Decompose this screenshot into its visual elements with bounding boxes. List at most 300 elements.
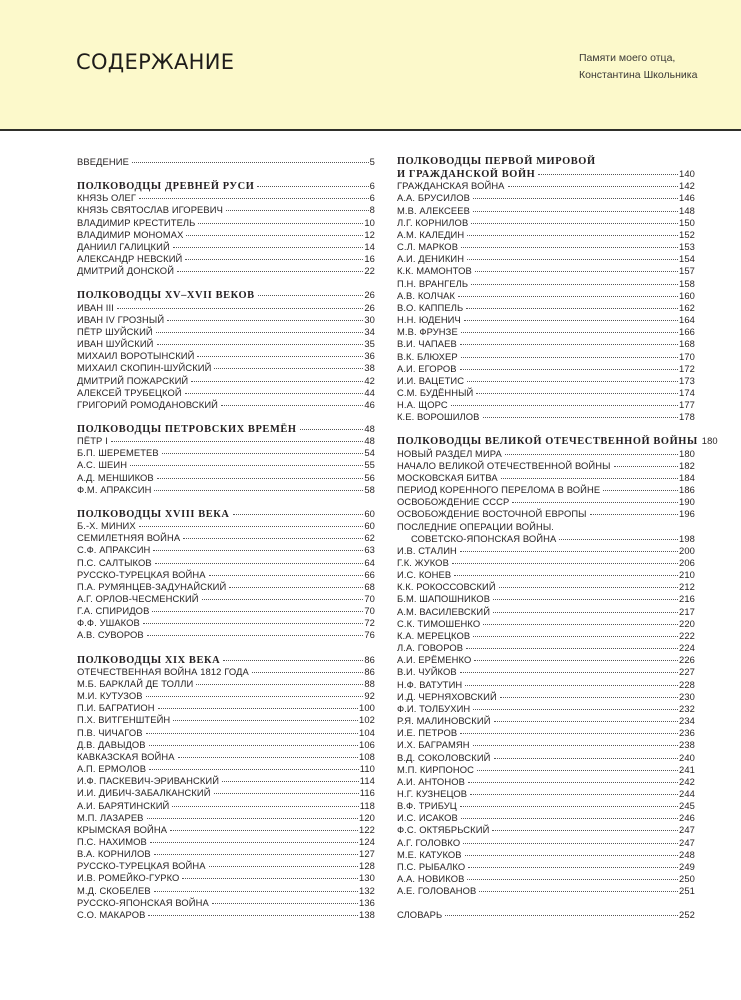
toc-entry[interactable] [77,605,375,617]
toc-entry-page-number: 220 [679,617,695,629]
toc-entry[interactable] [77,897,375,909]
toc-entry[interactable] [77,459,375,471]
toc-entry-label: М.В. АЛЕКСЕЕВ [397,204,470,216]
toc-entry-label: П.С. РЫБАЛКО [397,860,466,872]
toc-entry-label: М.П. ЛАЗАРЕВ [77,811,144,823]
toc-entry-page-number: 26 [364,301,375,313]
dot-leader [465,684,678,686]
toc-entry[interactable] [397,192,695,204]
toc-entry[interactable] [397,375,695,387]
dot-leader [149,768,359,770]
dot-leader [185,258,363,260]
toc-entry-label: А.И. БАРЯТИНСКИЙ [77,799,170,811]
toc-entry[interactable] [397,666,695,678]
toc-entry-label: М.Д. СКОБЕЛЕВ [77,884,151,896]
toc-entry-label: П.В. ЧИЧАГОВ [77,726,143,738]
toc-entry[interactable] [77,399,375,411]
dot-leader [170,829,358,831]
toc-entry[interactable] [397,764,695,776]
toc-entry-label: И.С. ИСАКОВ [397,812,458,824]
toc-entry[interactable] [77,872,375,884]
toc-entry[interactable] [77,702,375,714]
toc-entry-page-number: 14 [364,240,375,252]
toc-entry[interactable] [77,569,375,581]
toc-entry-label: К.А. МЕРЕЦКОВ [397,629,471,641]
toc-entry[interactable] [77,690,375,702]
dot-leader [468,866,678,868]
toc-entry[interactable] [77,253,375,265]
toc-entry[interactable] [397,496,695,508]
dot-leader [473,635,678,637]
dot-leader [483,416,679,418]
toc-entry-label: ДМИТРИЙ ДОНСКОЙ [77,265,175,277]
dot-leader [466,647,678,649]
toc-entry-label: М.В. ФРУНЗЕ [397,326,458,338]
toc-entry[interactable] [77,447,375,459]
dot-leader [473,744,678,746]
toc-entry-page-number: 16 [364,253,375,265]
toc-entry[interactable] [397,776,695,788]
toc-entry[interactable] [397,387,695,399]
toc-entry[interactable] [77,885,375,897]
toc-section-heading[interactable] [77,508,375,520]
toc-entry-label: А.М. ВАСИЛЕВСКИЙ [397,605,491,617]
toc-entry-page-number: 190 [679,496,695,508]
dot-leader [466,307,678,309]
toc-entry[interactable] [397,314,695,326]
toc-entry-page-number: 240 [679,751,695,763]
toc-entry[interactable] [397,411,695,423]
toc-entry[interactable] [77,775,375,787]
toc-entry[interactable] [397,752,695,764]
toc-entry[interactable] [397,909,695,921]
toc-entry[interactable] [77,848,375,860]
toc-entry[interactable] [397,205,695,217]
toc-entry-label: СОВЕТСКО-ЯПОНСКАЯ ВОЙНА [411,532,557,544]
toc-entry-label: К.К. РОКОССОВСКИЙ [397,581,496,593]
toc-entry-label: И.И. ДИБИЧ-ЗАБАЛКАНСКИЙ [77,787,211,799]
toc-entry[interactable] [397,253,695,265]
toc-entry-label: Г.А. СПИРИДОВ [77,605,150,617]
toc-entry[interactable] [77,338,375,350]
toc-entry-page-number: 166 [679,326,695,338]
toc-entry[interactable] [397,837,695,849]
dot-leader [178,756,358,758]
toc-entry[interactable] [77,217,375,229]
dot-leader [461,817,678,819]
toc-entry[interactable] [77,204,375,216]
toc-entry-page-number: 174 [679,386,695,398]
toc-entry[interactable] [397,569,695,581]
dot-leader [130,464,363,466]
toc-entry-page-number: 36 [364,350,375,362]
toc-section-heading[interactable] [77,654,375,666]
toc-entry[interactable] [77,727,375,739]
toc-entry-label: П.Н. ВРАНГЕЛЬ [397,277,469,289]
dot-leader [173,719,358,721]
toc-entry-label: С.М. БУДЁННЫЙ [397,386,474,398]
toc-section-heading[interactable] [77,180,375,192]
toc-entry[interactable] [397,351,695,363]
dot-leader [132,161,369,163]
toc-entry-label: СЕМИЛЕТНЯЯ ВОЙНА [77,532,181,544]
toc-entry-page-number: 10 [364,216,375,228]
toc-entry-label: КНЯЗЬ СВЯТОСЛАВ ИГОРЕВИЧ [77,204,223,216]
toc-entry-page-number: 106 [359,738,375,750]
toc-entry[interactable] [397,472,695,484]
toc-entry[interactable] [397,533,695,545]
dot-leader [226,209,369,211]
toc-entry[interactable] [397,873,695,885]
toc-entry-label: Л.А. ГОВОРОВ [397,642,464,654]
toc-entry[interactable] [77,617,375,629]
toc-entry[interactable] [397,861,695,873]
toc-entry[interactable] [397,606,695,618]
toc-entry[interactable] [77,156,375,168]
toc-entry[interactable] [397,363,695,375]
toc-entry-label: М.Б. БАРКЛАЙ ДЕ ТОЛЛИ [77,677,194,689]
toc-entry-page-number: 118 [359,799,375,811]
toc-entry[interactable] [397,630,695,642]
toc-entry-label: НАЧАЛО ВЕЛИКОЙ ОТЕЧЕСТВЕННОЙ ВОЙНЫ [397,459,611,471]
toc-entry[interactable] [397,229,695,241]
toc-entry-page-number: 180 [701,435,718,447]
toc-right-column [397,156,718,922]
toc-entry-page-number: 22 [364,265,375,277]
toc-entry-page-number: 55 [364,459,375,471]
toc-entry[interactable] [77,435,375,447]
toc-entry[interactable] [397,217,695,229]
toc-entry-label: ПОЛКОВОДЦЫ ВЕЛИКОЙ ОТЕЧЕСТВЕННОЙ ВОЙНЫ [397,436,698,448]
toc-entry[interactable] [77,739,375,751]
toc-entry-page-number: 100 [359,702,375,714]
toc-entry[interactable] [77,532,375,544]
toc-entry[interactable] [397,679,695,691]
toc-entry-label: А.В. КОЛЧАК [397,289,456,301]
toc-section-heading[interactable] [397,435,718,448]
toc-entry[interactable] [77,265,375,277]
toc-entry[interactable] [397,581,695,593]
toc-entry-label: В.И. ЧУЙКОВ [397,666,457,678]
toc-entry[interactable] [397,278,695,290]
toc-entry[interactable] [77,581,375,593]
dot-leader [209,574,364,576]
dot-leader [300,428,364,430]
toc-entry-label: М.Е. КАТУКОВ [397,848,462,860]
dot-leader [158,707,358,709]
dot-leader [467,380,678,382]
toc-entry-page-number: 60 [364,507,375,519]
toc-entry-label: А.Г. ГОЛОВКО [397,836,461,848]
toc-entry[interactable] [77,836,375,848]
toc-entry-page-number: 114 [359,775,375,787]
toc-entry[interactable] [397,739,695,751]
toc-entry-label: Н.Н. ЮДЕНИЧ [397,314,461,326]
toc-entry-page-number: 64 [364,556,375,568]
toc-entry-page-number: 6 [369,192,375,204]
toc-entry-page-number: 227 [679,666,695,678]
dot-leader [460,732,678,734]
toc-entry-label: МИХАИЛ ВОРОТЫНСКИЙ [77,350,195,362]
dot-leader [538,173,678,175]
toc-entry-label: МОСКОВСКАЯ БИТВА [397,471,498,483]
toc-entry-page-number: 160 [679,289,695,301]
toc-entry-page-number: 116 [359,787,375,799]
toc-entry-page-number: 68 [364,580,375,592]
dot-leader [146,732,358,734]
dot-leader [139,197,369,199]
toc-entry[interactable] [77,375,375,387]
toc-entry-label: П.С. НАХИМОВ [77,835,147,847]
dot-leader [505,453,678,455]
dot-leader [460,671,678,673]
dot-leader [149,744,358,746]
toc-entry-page-number: 180 [679,447,695,459]
toc-entry[interactable] [77,678,375,690]
dot-leader [221,404,363,406]
toc-entry[interactable] [77,484,375,496]
toc-entry-page-number: 238 [679,739,695,751]
toc-entry[interactable] [397,399,695,411]
dot-leader [508,185,679,187]
toc-section-heading[interactable] [397,168,695,180]
toc-entry-page-number: 63 [364,544,375,556]
toc-entry-page-number: 30 [364,313,375,325]
toc-entry[interactable] [397,824,695,836]
toc-entry[interactable] [77,241,375,253]
toc-entry-page-number: 34 [364,325,375,337]
dot-leader [147,817,359,819]
dot-leader [148,914,358,916]
toc-entry-page-number: 222 [679,629,695,641]
dedication-line-1: Памяти моего отца, [579,52,676,64]
dot-leader [209,865,358,867]
dot-leader [183,537,363,539]
dot-leader [173,246,364,248]
dot-leader [501,477,678,479]
toc-entry[interactable] [397,593,695,605]
toc-entry-page-number: 60 [364,520,375,532]
toc-entry[interactable] [77,860,375,872]
toc-entry[interactable] [77,751,375,763]
toc-entry[interactable] [397,715,695,727]
toc-entry-label: Б.-Х. МИНИХ [77,520,136,532]
toc-entry[interactable] [77,824,375,836]
dot-leader [460,343,678,345]
toc-entry[interactable] [397,290,695,302]
dot-leader [152,610,363,612]
dot-leader [257,185,368,187]
dot-leader [476,392,678,394]
toc-entry-label: КАВКАЗСКАЯ ВОЙНА [77,750,175,762]
toc-entry-page-number: 66 [364,568,375,580]
toc-entry-page-number: 150 [679,216,695,228]
toc-entry-page-number: 142 [679,180,695,192]
toc-entry[interactable] [397,557,695,569]
toc-entry[interactable] [397,241,695,253]
toc-entry[interactable] [77,229,375,241]
toc-entry[interactable] [77,666,375,678]
dot-leader [222,780,359,782]
toc-entry[interactable] [397,642,695,654]
toc-entry-page-number: 251 [679,885,695,897]
toc-entry[interactable] [77,314,375,326]
toc-entry-label: В.А. КОРНИЛОВ [77,848,151,860]
toc-entry-page-number: 172 [679,362,695,374]
toc-entry[interactable] [77,326,375,338]
toc-entry[interactable] [77,714,375,726]
toc-entry[interactable] [77,302,375,314]
toc-entry-label: МИХАИЛ СКОПИН-ШУЙСКИЙ [77,362,212,374]
toc-entry[interactable] [77,362,375,374]
toc-entry[interactable] [397,727,695,739]
toc-entry-page-number: 130 [359,872,375,884]
toc-entry-page-number: 122 [359,823,375,835]
toc-entry-label: ПОЛКОВОДЦЫ XV–XVII ВЕКОВ [77,290,255,302]
toc-entry-page-number: 198 [679,532,695,544]
toc-entry[interactable] [77,800,375,812]
toc-entry[interactable] [77,192,375,204]
toc-entry-label: Б.П. ШЕРЕМЕТЕВ [77,447,159,459]
toc-entry-page-number: 248 [679,848,695,860]
dot-leader [614,465,679,467]
toc-entry-label: В.К. БЛЮХЕР [397,350,458,362]
toc-entry-page-number: 88 [364,677,375,689]
toc-entry[interactable] [397,885,695,897]
toc-entry-page-number: 247 [679,836,695,848]
toc-entry[interactable] [397,618,695,630]
dot-leader [197,355,363,357]
toc-entry-label: И.Х. БАГРАМЯН [397,739,470,751]
toc-entry-page-number: 70 [364,605,375,617]
dot-leader [155,562,364,564]
toc-entry[interactable] [397,265,695,277]
toc-entry-page-number: 8 [369,204,375,216]
toc-entry[interactable] [77,520,375,532]
dot-leader [154,890,358,892]
dot-leader [473,708,678,710]
toc-entry[interactable] [397,180,695,192]
toc-entry-label: П.Х. ВИТГЕНШТЕЙН [77,714,171,726]
toc-entry-label: ОСВОБОЖДЕНИЕ ВОСТОЧНОЙ ЕВРОПЫ [397,508,587,520]
dot-leader [452,562,678,564]
toc-section-heading[interactable] [397,156,695,168]
toc-entry[interactable] [397,521,695,533]
toc-entry-label: Ф.И. ТОЛБУХИН [397,702,471,714]
toc-entry-page-number: 124 [359,835,375,847]
dot-leader [493,598,678,600]
dot-leader [494,757,679,759]
toc-entry[interactable] [397,484,695,496]
toc-entry[interactable] [397,849,695,861]
toc-entry[interactable] [397,448,695,460]
toc-entry[interactable] [397,703,695,715]
dot-leader [146,695,364,697]
toc-entry-page-number: 136 [359,896,375,908]
toc-entry[interactable] [397,338,695,350]
toc-entry-page-number: 246 [679,812,695,824]
dot-leader [162,452,364,454]
toc-entry-label: АЛЕКСЕЙ ТРУБЕЦКОЙ [77,386,182,398]
dot-leader [465,854,678,856]
toc-entry-page-number: 6 [369,180,375,192]
toc-entry-page-number: 212 [679,581,695,593]
toc-entry-page-number: 158 [679,277,695,289]
section-spacer [397,423,695,435]
toc-entry[interactable] [397,800,695,812]
toc-entry-label: ДМИТРИЙ ПОЖАРСКИЙ [77,374,189,386]
toc-entry-page-number: 242 [679,775,695,787]
toc-entry[interactable] [77,787,375,799]
toc-entry[interactable] [397,460,695,472]
dot-leader [461,246,678,248]
toc-entry-page-number: 217 [679,605,695,617]
toc-entry-label: ОСВОБОЖДЕНИЕ СССР [397,496,510,508]
toc-entry[interactable] [77,812,375,824]
toc-entry[interactable] [77,544,375,556]
toc-entry[interactable] [77,763,375,775]
toc-entry-label: Н.А. ЩОРС [397,399,448,411]
dot-leader [154,489,363,491]
toc-entry-label: И.И. ВАЦЕТИС [397,374,465,386]
toc-entry-label: А.Г. ОРЛОВ-ЧЕСМЕНСКИЙ [77,593,199,604]
toc-entry[interactable] [397,326,695,338]
toc-entry-page-number: 184 [679,471,695,483]
dot-leader [590,513,678,515]
toc-entry[interactable] [77,629,375,641]
toc-entry-label: К.К. МАМОНТОВ [397,265,472,277]
toc-entry[interactable] [77,593,375,605]
dot-leader [191,380,363,382]
toc-entry-label: ПЕРИОД КОРЕННОГО ПЕРЕЛОМА В ВОЙНЕ [397,484,601,496]
toc-entry-page-number: 216 [679,593,695,605]
header-band [0,0,741,131]
toc-entry-label: И.С. КОНЕВ [397,569,452,581]
section-spacer [77,168,375,180]
toc-entry-label: И.Е. ПЕТРОВ [397,727,458,739]
toc-entry-label: ПОЛКОВОДЦЫ ПЕРВОЙ МИРОВОЙ [397,156,596,167]
toc-entry[interactable] [77,472,375,484]
toc-entry-label: И.Д. ЧЕРНЯХОВСКИЙ [397,690,497,702]
toc-section-heading[interactable] [77,423,375,435]
toc-entry[interactable] [397,545,695,557]
toc-entry[interactable] [397,654,695,666]
toc-entry[interactable] [397,788,695,800]
toc-entry-label: К.Е. ВОРОШИЛОВ [397,411,480,423]
dot-leader [500,696,678,698]
dot-leader [464,319,678,321]
toc-entry-page-number: 206 [679,557,695,568]
toc-entry[interactable] [77,557,375,569]
toc-entry-page-number: 228 [679,678,695,690]
toc-section-heading[interactable] [77,289,375,301]
dot-leader [467,258,678,260]
toc-entry[interactable] [397,812,695,824]
toc-entry[interactable] [397,508,695,520]
toc-entry-page-number: 62 [364,532,375,544]
dot-leader [493,611,678,613]
toc-entry-label: С.К. ТИМОШЕНКО [397,617,481,629]
dot-leader [156,331,364,333]
dedication-line-2: Константина Школьника [579,69,698,81]
toc-entry[interactable] [397,691,695,703]
toc-entry[interactable] [77,350,375,362]
section-spacer [77,642,375,654]
toc-entry[interactable] [77,909,375,921]
dot-leader [477,769,678,771]
toc-entry[interactable] [77,387,375,399]
toc-entry[interactable] [397,302,695,314]
